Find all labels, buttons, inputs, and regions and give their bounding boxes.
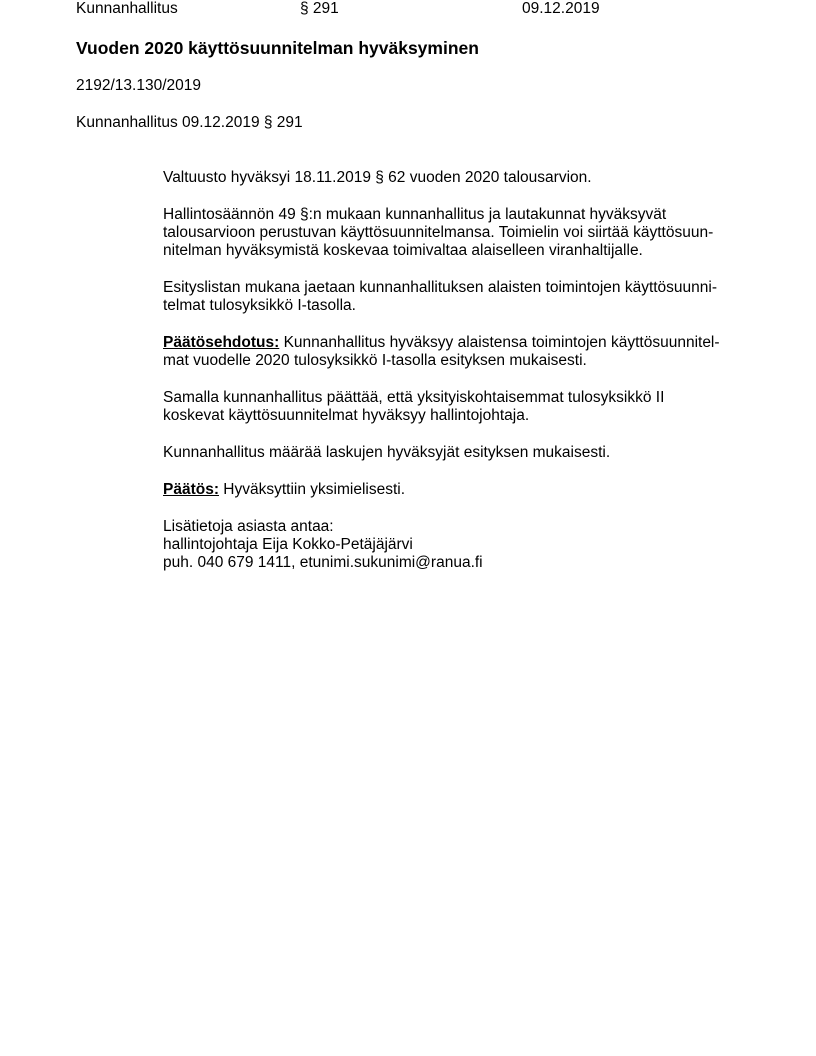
paragraph-agenda [163,279,763,315]
page-title: Vuoden 2020 käyttösuunnitelman hyväksyminen [76,38,479,58]
text-line: puh. 040 679 1411, etunimi.sukunimi@ranua.fi [163,554,483,571]
text-line: mat vuodelle 2020 tulosyksikkö I-tasolla esityksen mukaisesti. [163,352,587,369]
document-body [163,169,763,591]
text-line: Esityslistan mukana jaetaan kunnanhallituksen alaisten toimintojen käyttösuunni- [163,279,718,296]
text-line: Hallintosäännön 49 §:n mukaan kunnanhallitus ja lautakunnat hyväksyvät [163,206,667,223]
text-line: hallintojohtaja Eija Kokko-Petäjäjärvi [163,536,413,553]
text-line: koskevat käyttösuunnitelmat hyväksyy hallintojohtaja. [163,407,530,424]
text-line: Samalla kunnanhallitus päättää, että yksityiskohtaisemmat tulosyksikkö II [163,389,665,406]
header-body: Kunnanhallitus [76,0,178,17]
paragraph-decision [163,481,763,499]
text-line: Valtuusto hyväksyi 18.11.2019 § 62 vuoden 2020 talousarvion. [163,169,592,186]
meeting-reference: Kunnanhallitus 09.12.2019 § 291 [76,114,303,131]
record-number: 2192/13.130/2019 [76,77,201,94]
header-section: § 291 [300,0,339,17]
paragraph-proposal [163,334,763,370]
paragraph-invoice-approvers [163,444,763,462]
paragraph-delegation [163,389,763,425]
decision-label: Päätös: [163,481,219,498]
text-line: Hyväksyttiin yksimielisesti. [219,481,406,498]
header-date: 09.12.2019 [522,0,600,17]
text-line: nitelman hyväksymistä koskevaa toimivaltaa alaiselleen viranhaltijalle. [163,242,643,259]
text-line: telmat tulosyksikkö I-tasolla. [163,297,356,314]
text-line: Kunnanhallitus hyväksyy alaistensa toimintojen käyttösuunnitel- [279,334,720,351]
text-line: Kunnanhallitus määrää laskujen hyväksyjät esityksen mukaisesti. [163,444,611,461]
paragraph-contact [163,518,763,572]
text-line: talousarvioon perustuvan käyttösuunnitelmansa. Toimielin voi siirtää käyttösuun- [163,224,714,241]
proposal-label: Päätösehdotus: [163,334,280,351]
text-line: Lisätietoja asiasta antaa: [163,518,334,535]
paragraph-regulation [163,206,763,260]
paragraph-budget-approval [163,169,763,187]
